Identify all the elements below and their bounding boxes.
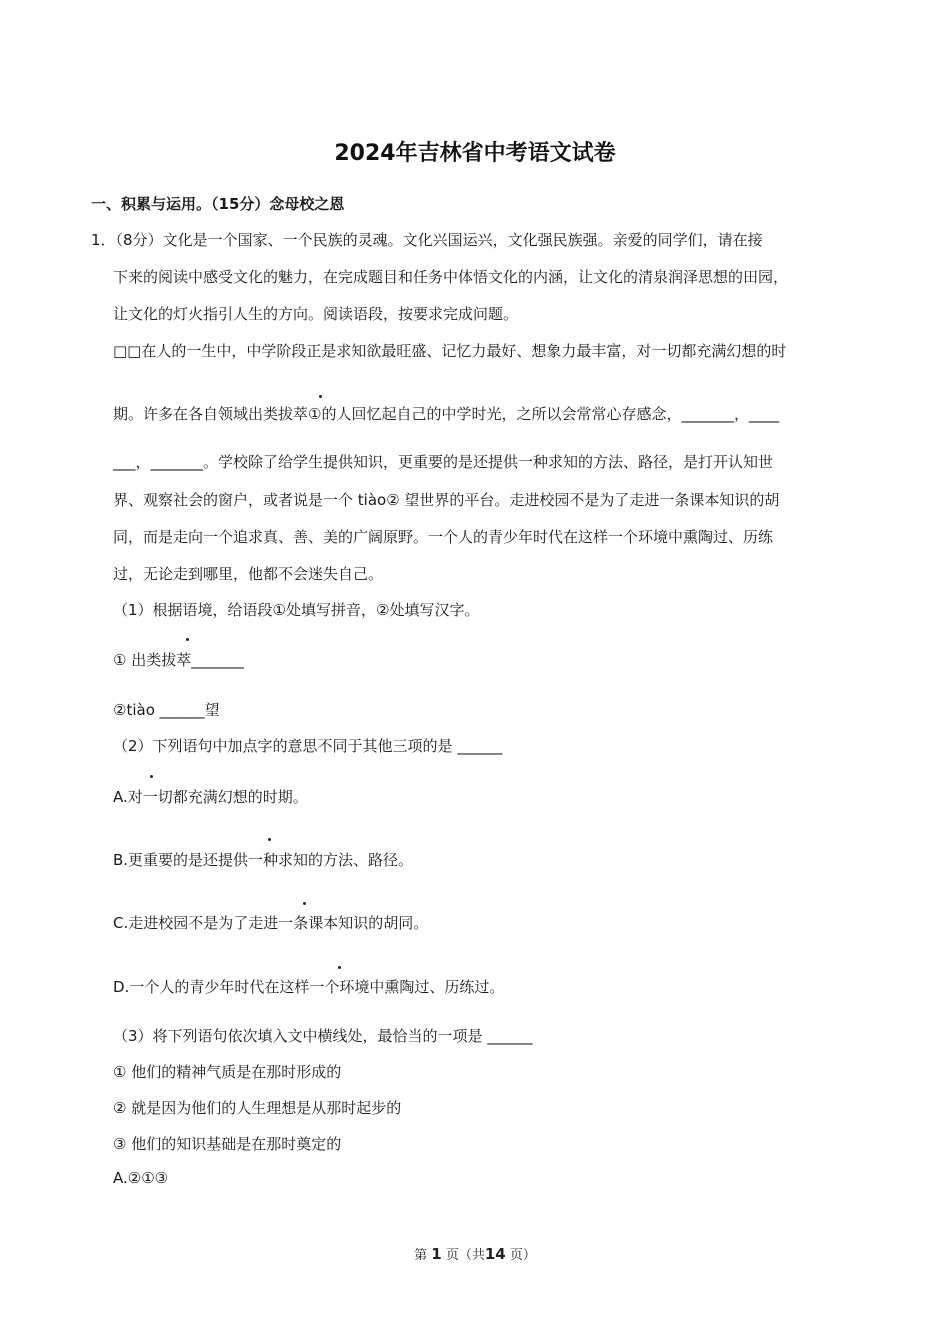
passage-line: 过，无论走到哪里，他都不会迷失自己。 [113, 565, 384, 583]
emphasis-dot [268, 838, 271, 841]
page-footer [0, 1244, 950, 1263]
sub-question-3-prompt: （3）将下列语句依次填入文中横线处，最恰当的一项是 ______ [113, 1027, 533, 1045]
question-intro-line: 下来的阅读中感受文化的魅力，在完成题目和任务中体悟文化的内涵，让文化的清泉润泽思想的田园， [113, 268, 789, 286]
footer-page-number: 1 [431, 1245, 442, 1263]
option-a: A.对一切都充满幻想的时期。 [113, 788, 308, 806]
passage-line: 同，而是走向一个追求真、善、美的广阔原野。一个人的青少年时代在这样一个环境中熏陶过、历练 [113, 528, 774, 546]
footer-middle: 页（共 [445, 1248, 485, 1263]
passage-line: □□在人的一生中，中学阶段正是求知欲最旺盛、记忆力最好、想象力最丰富，对一切都充满幻想的时 [113, 342, 787, 360]
footer-suffix: 页） [509, 1248, 536, 1263]
passage-line: 期。许多在各自领域出类拔萃①的人回忆起自己的中学时光，之所以会常常心存感念，_______，____ [113, 405, 779, 423]
passage-line: 界、观察社会的窗户，或者说是一个 tiào② 望世界的平台。走进校园不是为了走进一条课本知识的胡 [113, 491, 780, 509]
emphasis-dot [338, 966, 341, 969]
emphasis-dot [150, 775, 153, 778]
option-d: D.一个人的青少年时代在这样一个环境中熏陶过、历练过。 [113, 978, 505, 996]
emphasis-dot [303, 902, 306, 905]
sentence-1: ① 他们的精神气质是在那时形成的 [113, 1063, 342, 1081]
option-b: B.更重要的是还提供一种求知的方法、路径。 [113, 851, 414, 869]
footer-prefix: 第 [414, 1248, 428, 1263]
question-intro-line: 1．（8分）文化是一个国家、一个民族的灵魂。文化兴国运兴，文化强民族强。亲爱的同学们，请在接 [91, 231, 763, 249]
sub-question-1-item: ① 出类拔萃_______ [113, 651, 244, 669]
question-intro-line: 让文化的灯火指引人生的方向。阅读语段，按要求完成问题。 [113, 305, 519, 323]
section-heading: 一、积累与运用。（15分）念母校之恩 [91, 195, 345, 213]
sub-question-1-item: ②tiào ______望 [113, 701, 220, 719]
sub-question-1-prompt: （1）根据语境，给语段①处填写拼音，②处填写汉字。 [113, 601, 480, 619]
page-title: 2024年吉林省中考语文试卷 [334, 141, 616, 166]
passage-line: ___，_______。学校除了给学生提供知识，更重要的是还提供一种求知的方法、路径，是打开认知世 [113, 453, 774, 471]
option-a: A.②①③ [113, 1169, 169, 1187]
sub-question-2-prompt: （2）下列语句中加点字的意思不同于其他三项的是 ______ [113, 737, 503, 755]
sentence-3: ③ 他们的知识基础是在那时奠定的 [113, 1135, 342, 1153]
option-c: C.走进校园不是为了走进一条课本知识的胡同。 [113, 914, 429, 932]
emphasis-dot [186, 638, 189, 641]
footer-total-pages: 14 [484, 1245, 506, 1263]
emphasis-dot [319, 395, 322, 398]
sentence-2: ② 就是因为他们的人生理想是从那时起步的 [113, 1099, 402, 1117]
